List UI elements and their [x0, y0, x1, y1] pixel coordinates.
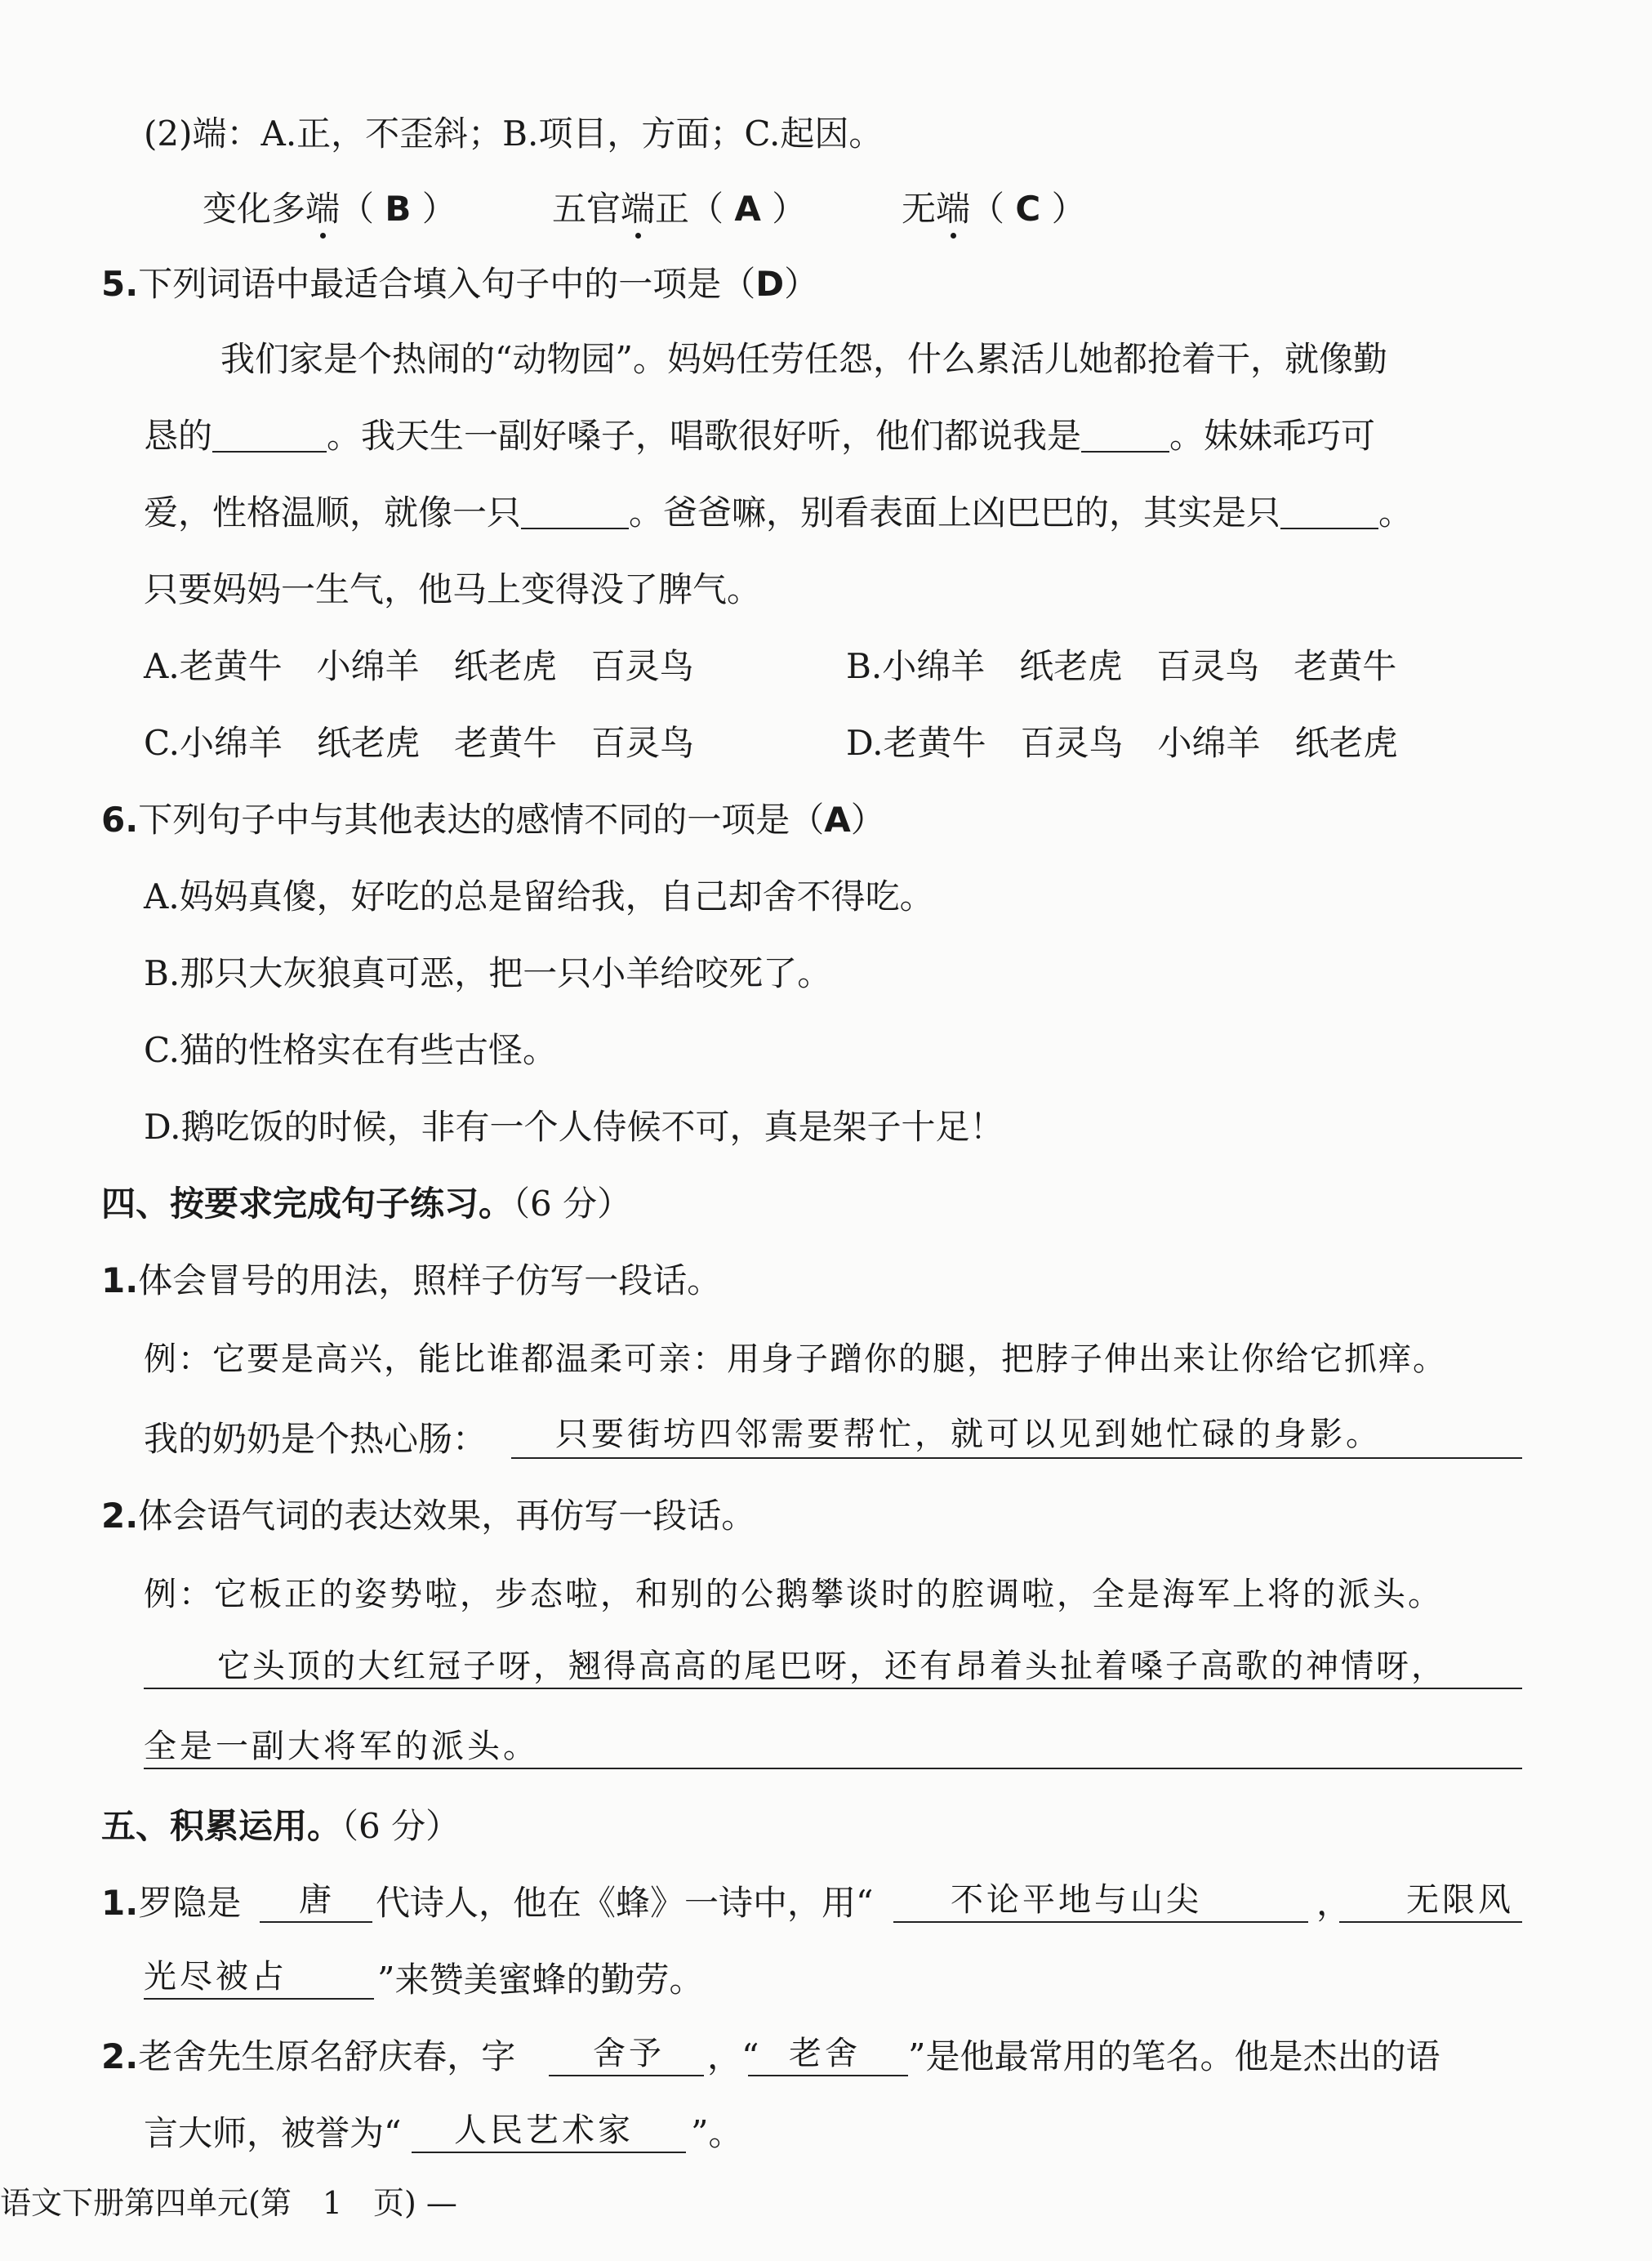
sec4-q1-answer: 只要街坊四邻需要帮忙，就可以见到她忙碌的身影。 — [555, 1416, 1382, 1453]
sec5-q1-line-1 — [101, 1879, 241, 1928]
sec5-q2-text-b: ，“ — [707, 2036, 759, 2076]
q6-option-d: D.鹅吃饭的时候，非有一个人侍候不可，真是架子十足！ — [144, 1107, 1004, 1147]
answer-letter: A — [734, 189, 761, 229]
sec5-q2-answer-3: 人民艺术家 — [454, 2112, 634, 2149]
passage-text: 恳的 — [144, 416, 213, 456]
question-text: 下列句子中与其他表达的感情不同的一项是（ — [138, 800, 825, 840]
q5-passage-line-1: 我们家是个热闹的“动物园”。妈妈任劳任怨，什么累活儿她都抢着干，就像勤 — [220, 339, 1387, 379]
answer-letter: D — [755, 264, 785, 304]
section-4-heading — [101, 1180, 631, 1229]
sec4-q2-answer-1: 它头顶的大红冠子呀，翘得高高的尾巴呀，还有昂着头扯着嗓子高歌的神情呀， — [217, 1648, 1446, 1685]
sec5-q2-text-d: 言大师，被誉为“ — [144, 2113, 402, 2153]
q4-2-item-1 — [203, 185, 456, 234]
answer-letter: C — [1015, 189, 1041, 229]
q4-2-item-2 — [552, 185, 806, 234]
fill-blank — [1280, 492, 1378, 529]
q6-option-a: A.妈妈真傻，好吃的总是留给我，自己却舍不得吃。 — [144, 876, 934, 916]
sec4-q1-stem — [101, 1256, 721, 1305]
paren-close: ） — [784, 264, 819, 304]
paren-close: ） — [411, 189, 456, 229]
section-title: 五、积累运用。 — [101, 1806, 342, 1846]
sec5-q2-answer-2: 老舍 — [789, 2035, 861, 2072]
section-score: （6 分） — [341, 1806, 461, 1846]
question-text: 老舍先生原名舒庆春，字 — [138, 2036, 516, 2076]
sec4-q1-example: 例：它要是高兴，能比谁都温柔可亲：用身子蹭你的腿，把脖子伸出来让你给它抓痒。 — [144, 1340, 1447, 1378]
question-text: 下列词语中最适合填入句子中的一项是（ — [138, 264, 756, 304]
q5-passage-line-3 — [144, 488, 1413, 537]
passage-text: 爱，性格温顺，就像一只 — [144, 493, 522, 533]
q4-2-definition: (2)端：A.正，不歪斜；B.项目，方面；C.起因。 — [144, 114, 884, 154]
paren-open: （ — [340, 189, 385, 229]
dotted-char: 端 — [305, 185, 340, 234]
question-number: 1. — [101, 1883, 139, 1923]
answer-letter: B — [385, 189, 412, 229]
q6-stem — [101, 796, 885, 845]
section-score: （6 分） — [513, 1184, 632, 1224]
question-text: 体会冒号的用法，照样子仿写一段话。 — [138, 1260, 722, 1300]
sec5-q1-answer-3b: 光尽被占 — [144, 1958, 287, 1996]
sec5-q1-answer-2: 不论平地与山尖 — [951, 1881, 1202, 1919]
paren-open: （ — [689, 189, 735, 229]
answer-letter: A — [824, 800, 851, 840]
item-word-tail: 正 — [655, 189, 690, 229]
page-footer: 语文下册第四单元(第 1 页) — — [0, 2185, 457, 2221]
q5-passage-line-4: 只要妈妈一生气，他马上变得没了脾气。 — [144, 569, 762, 609]
paren-close: ） — [1040, 189, 1086, 229]
sec5-q1-answer-1: 唐 — [299, 1881, 335, 1919]
sec5-q2-line-1 — [101, 2032, 515, 2081]
passage-text: 。爸爸嘛，别看表面上凶巴巴的，其实是只 — [629, 493, 1281, 533]
question-number: 6. — [101, 800, 139, 840]
paren-close: ） — [850, 800, 885, 840]
sec5-q2-text-e: ”。 — [691, 2113, 743, 2153]
q5-passage-line-2 — [144, 412, 1375, 461]
sec4-q1-lead: 我的奶奶是个热心肠： — [144, 1419, 488, 1459]
sec5-q1-comma: ， — [1316, 1883, 1351, 1923]
sec5-q2-text-c: ”是他最常用的笔名。他是杰出的语 — [908, 2036, 1440, 2076]
item-word: 五官 — [552, 189, 621, 229]
q5-option-d: D.老黄牛 百灵鸟 小绵羊 纸老虎 — [846, 723, 1398, 763]
dotted-char: 端 — [936, 185, 970, 234]
paren-open: （ — [970, 189, 1016, 229]
q4-2-item-3 — [902, 185, 1086, 234]
sec4-q2-answer-2: 全是一副大将军的派头。 — [144, 1728, 539, 1765]
fill-blank — [212, 415, 327, 453]
q6-option-c: C.猫的性格实在有些古怪。 — [144, 1030, 557, 1070]
question-number: 5. — [101, 264, 139, 304]
q6-option-b: B.那只大灰狼真可恶，把一只小羊给咬死了。 — [144, 953, 832, 993]
sec5-q1-text-d: ”来赞美蜜蜂的勤劳。 — [377, 1960, 704, 2000]
paren-close: ） — [760, 189, 807, 229]
sec4-q2-stem — [101, 1492, 755, 1541]
section-title: 四、按要求完成句子练习。 — [101, 1184, 514, 1224]
item-word: 变化多 — [203, 189, 306, 229]
question-text: 体会语气词的表达效果，再仿写一段话。 — [138, 1496, 756, 1536]
sec5-q1-text-b: 代诗人，他在《蜂》一诗中，用“ — [376, 1883, 874, 1923]
q5-option-a: A.老黄牛 小绵羊 纸老虎 百灵鸟 — [144, 646, 694, 686]
sec4-q2-example: 例：它板正的姿势啦，步态啦，和别的公鹅攀谈时的腔调啦，全是海军上将的派头。 — [144, 1576, 1443, 1613]
q5-option-b: B.小绵羊 纸老虎 百灵鸟 老黄牛 — [846, 646, 1397, 686]
q5-option-c: C.小绵羊 纸老虎 老黄牛 百灵鸟 — [144, 723, 694, 763]
fill-blank — [521, 492, 629, 529]
question-number: 2. — [101, 1496, 139, 1536]
passage-text: 。 — [1378, 493, 1414, 533]
item-word: 无 — [902, 189, 937, 229]
question-text: 罗隐是 — [138, 1883, 242, 1923]
question-number: 1. — [101, 1260, 139, 1300]
question-number: 2. — [101, 2036, 139, 2076]
dotted-char: 端 — [621, 185, 655, 234]
passage-text: 。妹妹乖巧可 — [1169, 416, 1376, 456]
section-5-heading — [101, 1802, 460, 1851]
fill-blank — [1081, 415, 1169, 453]
q5-stem — [101, 260, 818, 309]
sec5-q1-answer-3a: 无限风 — [1406, 1881, 1514, 1919]
sec5-q2-answer-1: 舍予 — [593, 2035, 665, 2072]
passage-text: 。我天生一副好嗓子，唱歌很好听，他们都说我是 — [327, 416, 1082, 456]
